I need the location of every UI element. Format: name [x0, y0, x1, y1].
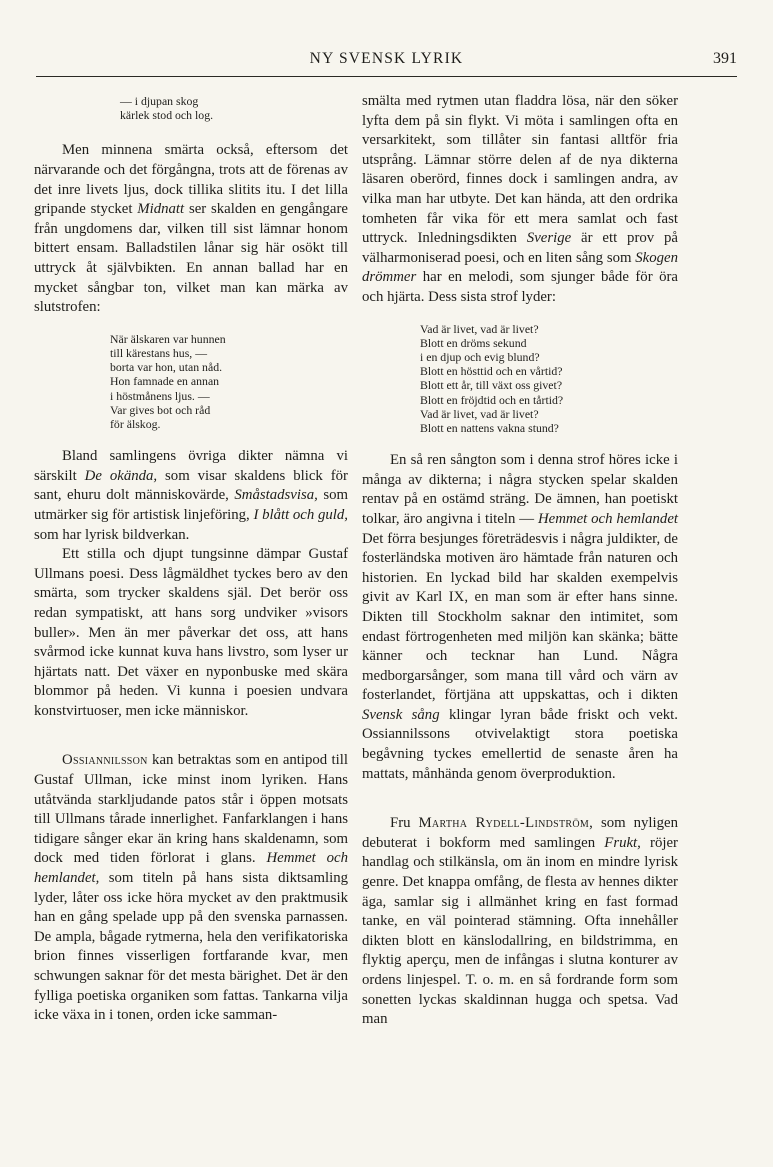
page-number: 391 — [713, 50, 737, 67]
paragraph: Ett stilla och djupt tungsinne dämpar Gustaf Ullmans poesi. Dess lågmäldhet tyckes bero av den smärta, som trycker skaldens själ. Det berör oss redan sympatiskt, att hans sorg undviker »visors buller». Men än mer påverkar det oss, att hans svårmod icke kunnat kuva hans livstro, som lyser ur hjärtats natt. Det växer en nyponbuske med skära blommor på heden. Vi kunna i poesien undvara konstvirtuoser, men icke människor. — [34, 546, 348, 719]
running-header — [36, 46, 737, 77]
paragraph: Ossiannilsson kan betraktas som en antipod till Gustaf Ullman, icke minst inom lyriken. Hans utåtvända starkljudande patos står i öppen motsats till Ullmans tårade innerlighet. Fanfarklangen i hans tidigare sånger ekar än kring hans skaldenamn, som dock med tiden förlorat i glans. Hemmet och hemlandet, som titeln på hans sista diktsamling lyder, låter oss icke höra mycket av den praktmusik han en gång spelade upp på den svenska parnassen. De ampla, bågade rytmerna, hela den verifikatoriska brion finnes visserligen fortfarande kvar, men schwungen saknar för det mesta bärighet. Det är den fylliga poetiska organiken som fattas. Tankarna vilja icke växa in i tonen, orden icke samman- — [34, 752, 348, 1024]
verse-line: Vad är livet, vad är livet? — [420, 321, 539, 336]
verse-line: Blott en fröjdtid och en tårtid? — [420, 392, 564, 407]
paragraph: Bland samlingens övriga dikter nämna vi särskilt De okända, som visar skaldens blick för sant, ehuru dolt människovärde, Småstadsvisa, som utmärker sig för artistisk linjeföring, I blått och guld, som har lyrisk bildverkan. — [34, 448, 348, 543]
work-title: De okända, — [84, 467, 158, 484]
verse-line: till kärestans hus, — — [110, 345, 207, 360]
work-title: Hemmet och hemlandet — [537, 510, 678, 527]
work-title: Skogen drömmer — [362, 249, 678, 286]
right-column — [362, 92, 678, 1030]
verse-line: Vad är livet, vad är livet? — [420, 406, 539, 421]
verse-line: kärlek stod och log. — [120, 108, 214, 123]
verse-quote-3 — [420, 322, 678, 436]
verse-line: Blott en nattens vakna stund? — [420, 420, 559, 435]
author-name: Martha Rydell-Lindström, — [418, 815, 594, 832]
work-title: Frukt, — [604, 834, 641, 851]
verse-line: för älskog. — [110, 416, 161, 431]
verse-quote-2 — [110, 332, 348, 431]
paragraph: Fru Martha Rydell-Lindström, som nyligen debuterat i bokform med samlingen Frukt, röjer handlag och stilkänsla, om än inom en mindre lyrisk genre. Det knappa omfång, de flesta av hennes dikter äga, samlar sig i allmänhet kring en fast formad tanke, en väl pointerad stämning. Ofta innehåller dikten blott en känslodallring, en bildstrimma, en flyktig aperçu, men de infångas i slutna konturer av ordens linjespel. T. o. m. en så fordrande form som sonetten lyckas skaldinnan hugga och spetsa. Vad man — [362, 815, 678, 1028]
paragraph: smälta med rytmen utan fladdra lösa, när den söker lyfta dem på sin flykt. Vi möta i samlingen ofta en versarkitekt, som tillåter sin fantasi alltför fria utsprång. Lämnar större delen af de nya dikterna läsaren oberörd, finnes dock i samlingen andra, av vilka man har utbyte. Det kan hända, att den ordrika tomheten får vika för ett mera samlat och fast uttryck. Inledningsdikten Sverige är ett prov på välharmoniserad poesi, och en liten sång som Skogen drömmer har en melodi, som sjunger både för öra och hjärta. Dess sista strof lyder: — [362, 93, 678, 305]
verse-line: Blott en hösttid och en vårtid? — [420, 364, 563, 379]
verse-line: i höstmånens ljus. — — [110, 388, 210, 403]
verse-line: Blott en dröms sekund — [420, 335, 527, 350]
running-title: NY SVENSK LYRIK — [309, 50, 464, 67]
verse-line: Hon famnade en annan — [110, 374, 220, 389]
paragraph: En så ren sångton som i denna strof höres icke i många av dikterna; i några stycken spelar skalden rentav på en ostämd sträng. De ämnen, han poetiskt tolkar, äro angivna i titeln — Hemmet och hemlandet Det förra besjunges företrädesvis i några juldikter, de fosterländska motiven äro hämtade från naturen och historien. En lyckad bild har skalden exempelvis givit av Karl IX, en man som är efter hans sinne. Dikten till Stockholm saknar den intimitet, som endast förtrogenheten med miljön kan skänka; bätte känner och tecknar han Lund. Några medborgarsånger, som mana till vård och värn av fosterlandet, förtjäna att uppskattas, och i dikten Svensk sång klingar lyran både friskt och vekt. Ossiannilssons otvivelaktigt stora poetiska begåvning tyckes emellertid de senaste åren ha mattats, månhända genom överproduktion. — [362, 452, 678, 782]
left-column — [34, 92, 348, 1026]
work-title: Svensk sång — [362, 706, 440, 723]
paragraph: Men minnena smärta också, eftersom det närvarande och det förgångna, trots att de förenas av det inre livets ljus, dock tillika slitits itu. I det lilla gripande stycket Midnatt ser skalden en gengångare från ungdomens dar, vilken till sist lämnar honom bittert ensam. Balladstilen lånar sig här osökt till uttryck åt självbikten. En annan ballad har en mycket sångbar ton, vilket man kan märka av slutstrofen: — [34, 142, 348, 316]
verse-line: Var gives bot och råd — [110, 402, 211, 417]
work-title: Småstadsvisa, — [234, 487, 318, 504]
verse-line: i en djup och evig blund? — [420, 349, 540, 364]
verse-line: — i djupan skog — [120, 94, 199, 108]
verse-quote-1 — [120, 94, 348, 122]
author-name: Ossiannilsson — [62, 752, 148, 769]
verse-line: Blott ett år, till växt oss givet? — [420, 378, 563, 393]
work-title: Sverige — [526, 230, 572, 247]
work-title: I blått och guld, — [253, 506, 348, 523]
verse-line: När älskaren var hunnen — [110, 331, 226, 346]
work-title: Hemmet och hemlandet, — [34, 850, 348, 887]
work-title: Midnatt — [137, 201, 185, 218]
verse-line: borta var hon, utan nåd. — [110, 360, 223, 375]
